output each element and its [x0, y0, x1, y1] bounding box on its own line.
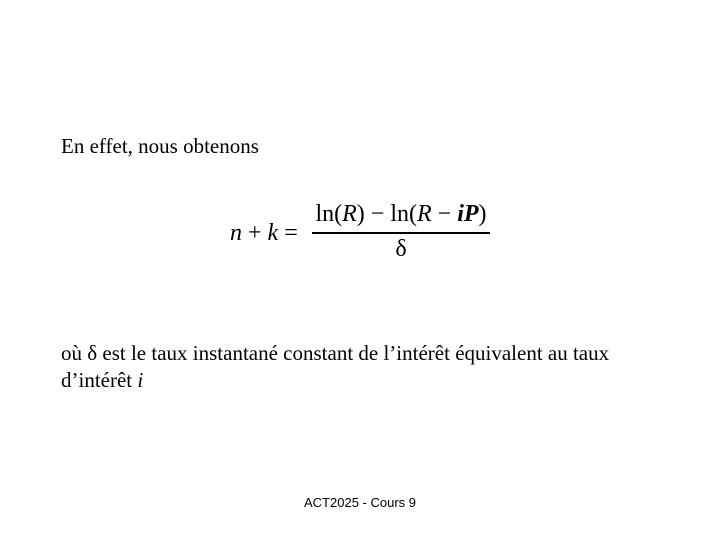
formula-var-R-1: R — [342, 201, 357, 227]
formula-plus: + — [242, 220, 268, 246]
formula-minus: − — [364, 201, 391, 227]
formula-var-k: k — [267, 220, 279, 246]
intro-text: En effet, nous obtenons — [61, 134, 259, 158]
formula-fraction — [312, 199, 490, 264]
formula-var-R-2: R — [417, 201, 432, 227]
formula-close-1: ) — [356, 201, 365, 227]
slide-footer: ACT2025 - Cours 9 — [304, 495, 416, 510]
formula-close-2: ) — [478, 201, 487, 227]
explanation-var-i: i — [137, 368, 144, 392]
formula-lhs — [230, 218, 298, 248]
formula-var-iP: iP — [457, 201, 479, 227]
formula-numerator — [312, 199, 490, 229]
explanation-text — [61, 340, 681, 394]
formula-ln-1: ln( — [315, 201, 343, 227]
formula-minus-2: − — [431, 201, 458, 227]
formula — [230, 199, 500, 263]
explanation-main: où δ est le taux instantané constant de l’intérêt équivalent au taux d’intérêt — [61, 341, 610, 392]
formula-ln-2: ln( — [390, 201, 417, 227]
formula-var-n: n — [230, 220, 242, 246]
formula-equals: = — [278, 220, 298, 246]
formula-denominator: δ — [395, 235, 407, 262]
